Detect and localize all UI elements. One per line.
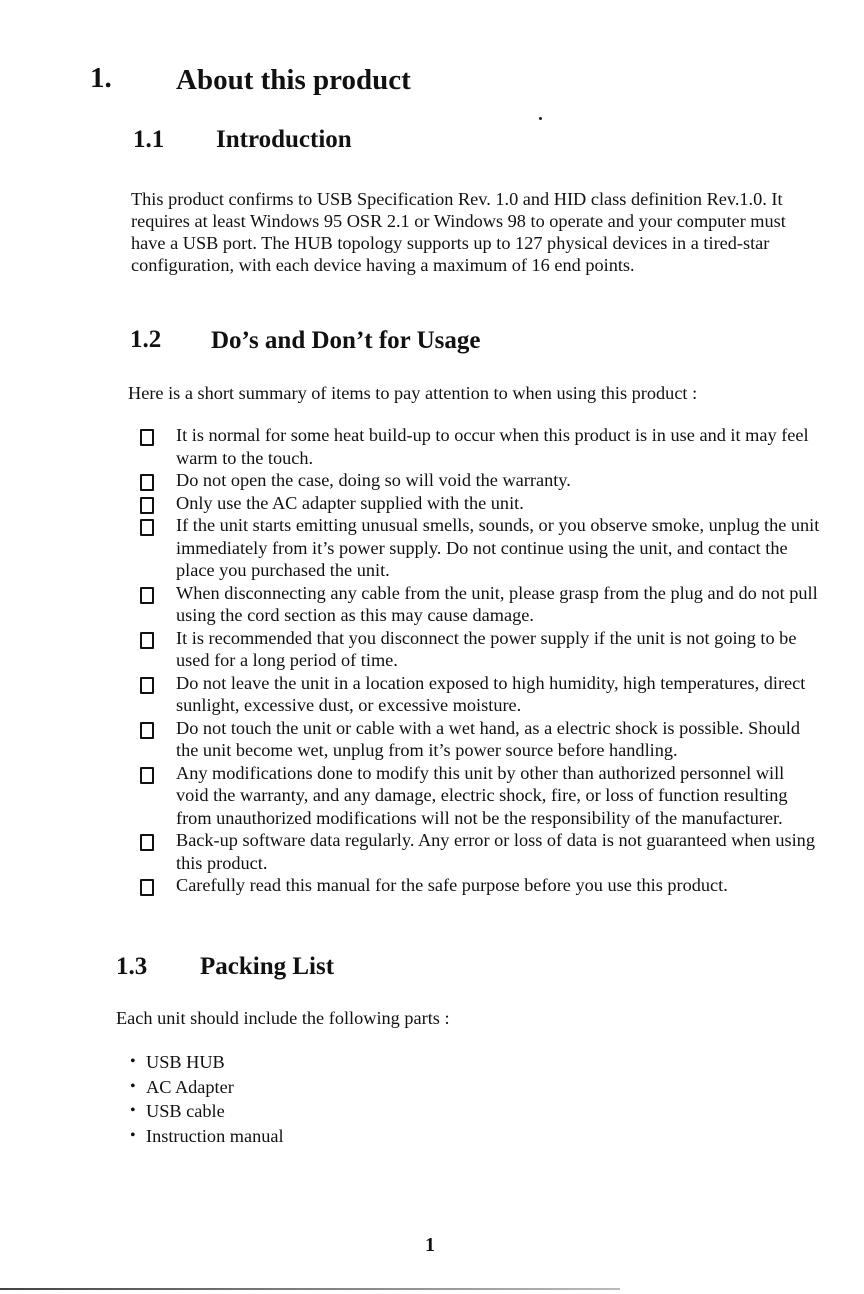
list-item: Carefully read this manual for the safe purpose before you use this product. [130,874,820,897]
usage-intro: Here is a short summary of items to pay attention to when using this product : [128,383,698,403]
checkbox-square-icon [140,879,154,896]
checkbox-square-icon [140,474,154,491]
list-item: • AC Adapter [130,1075,284,1100]
packing-list [130,1050,284,1148]
checkbox-square-icon [140,677,154,694]
list-item: It is recommended that you disconnect the power supply if the unit is not going to be used for a long period of time. [130,627,820,672]
section-1-title: About this product [176,64,411,96]
bullet-icon: • [130,1102,136,1119]
section-1-3-title: Packing List [200,953,335,980]
section-1-2-number: 1.2 [130,326,162,353]
list-item: It is normal for some heat build-up to occur when this product is in use and it may feel warm to the touch. [130,424,820,469]
scan-edge-line [0,1288,620,1290]
checkbox-square-icon [140,429,154,446]
section-1-1-title: Introduction [216,126,352,153]
checkbox-square-icon [140,632,154,649]
checkbox-square-icon [140,497,154,514]
page-number: 1 [425,1234,435,1256]
section-1-1-number: 1.1 [133,126,165,153]
list-item: Any modifications done to modify this unit by other than authorized personnel will void the warranty, and any damage, electric shock, fire, or loss of function resulting from unauthorized modifications will not be the responsibility of the manufacturer. [130,762,820,830]
list-item: • USB HUB [130,1050,284,1075]
bullet-icon: • [130,1126,136,1144]
scan-speck [539,117,542,120]
bullet-icon: • [130,1053,136,1070]
section-1-3-number: 1.3 [116,953,148,980]
list-item: Back-up software data regularly. Any error or loss of data is not guaranteed when using this product. [130,829,820,874]
usage-checklist [130,424,820,897]
checkbox-square-icon [140,722,154,739]
bullet-icon: • [130,1077,136,1095]
section-1-number: 1. [90,62,112,94]
checkbox-square-icon [140,767,154,784]
list-item: Do not leave the unit in a location exposed to high humidity, high temperatures, direct sunlight, excessive dust, or excessive moisture. [130,672,820,717]
section-1-2-title: Do’s and Don’t for Usage [211,327,481,354]
checkbox-square-icon [140,519,154,536]
packing-intro: Each unit should include the following parts : [116,1008,450,1028]
list-item: Only use the AC adapter supplied with the unit. [130,492,820,515]
list-item: Do not touch the unit or cable with a wet hand, as a electric shock is possible. Should the unit become wet, unplug from it’s power source before handling. [130,717,820,762]
list-item: If the unit starts emitting unusual smells, sounds, or you observe smoke, unplug the unit immediately from it’s power supply. Do not continue using the unit, and contact the place you purchased the unit. [130,514,820,582]
introduction-paragraph: This product confirms to USB Specification Rev. 1.0 and HID class definition Rev.1.0. It requires at least Windows 95 OSR 2.1 or Windows 98 to operate and your computer must have a USB port. The HUB topology supports up to 127 physical devices in a tired-star configuration, with each device having a maximum of 16 end points. [131,189,786,275]
list-item: • USB cable [130,1099,284,1124]
list-item: • Instruction manual [130,1124,284,1149]
list-item: Do not open the case, doing so will void the warranty. [130,469,820,492]
list-item: When disconnecting any cable from the unit, please grasp from the plug and do not pull using the cord section as this may cause damage. [130,582,820,627]
checkbox-square-icon [140,834,154,851]
checkbox-square-icon [140,587,154,604]
